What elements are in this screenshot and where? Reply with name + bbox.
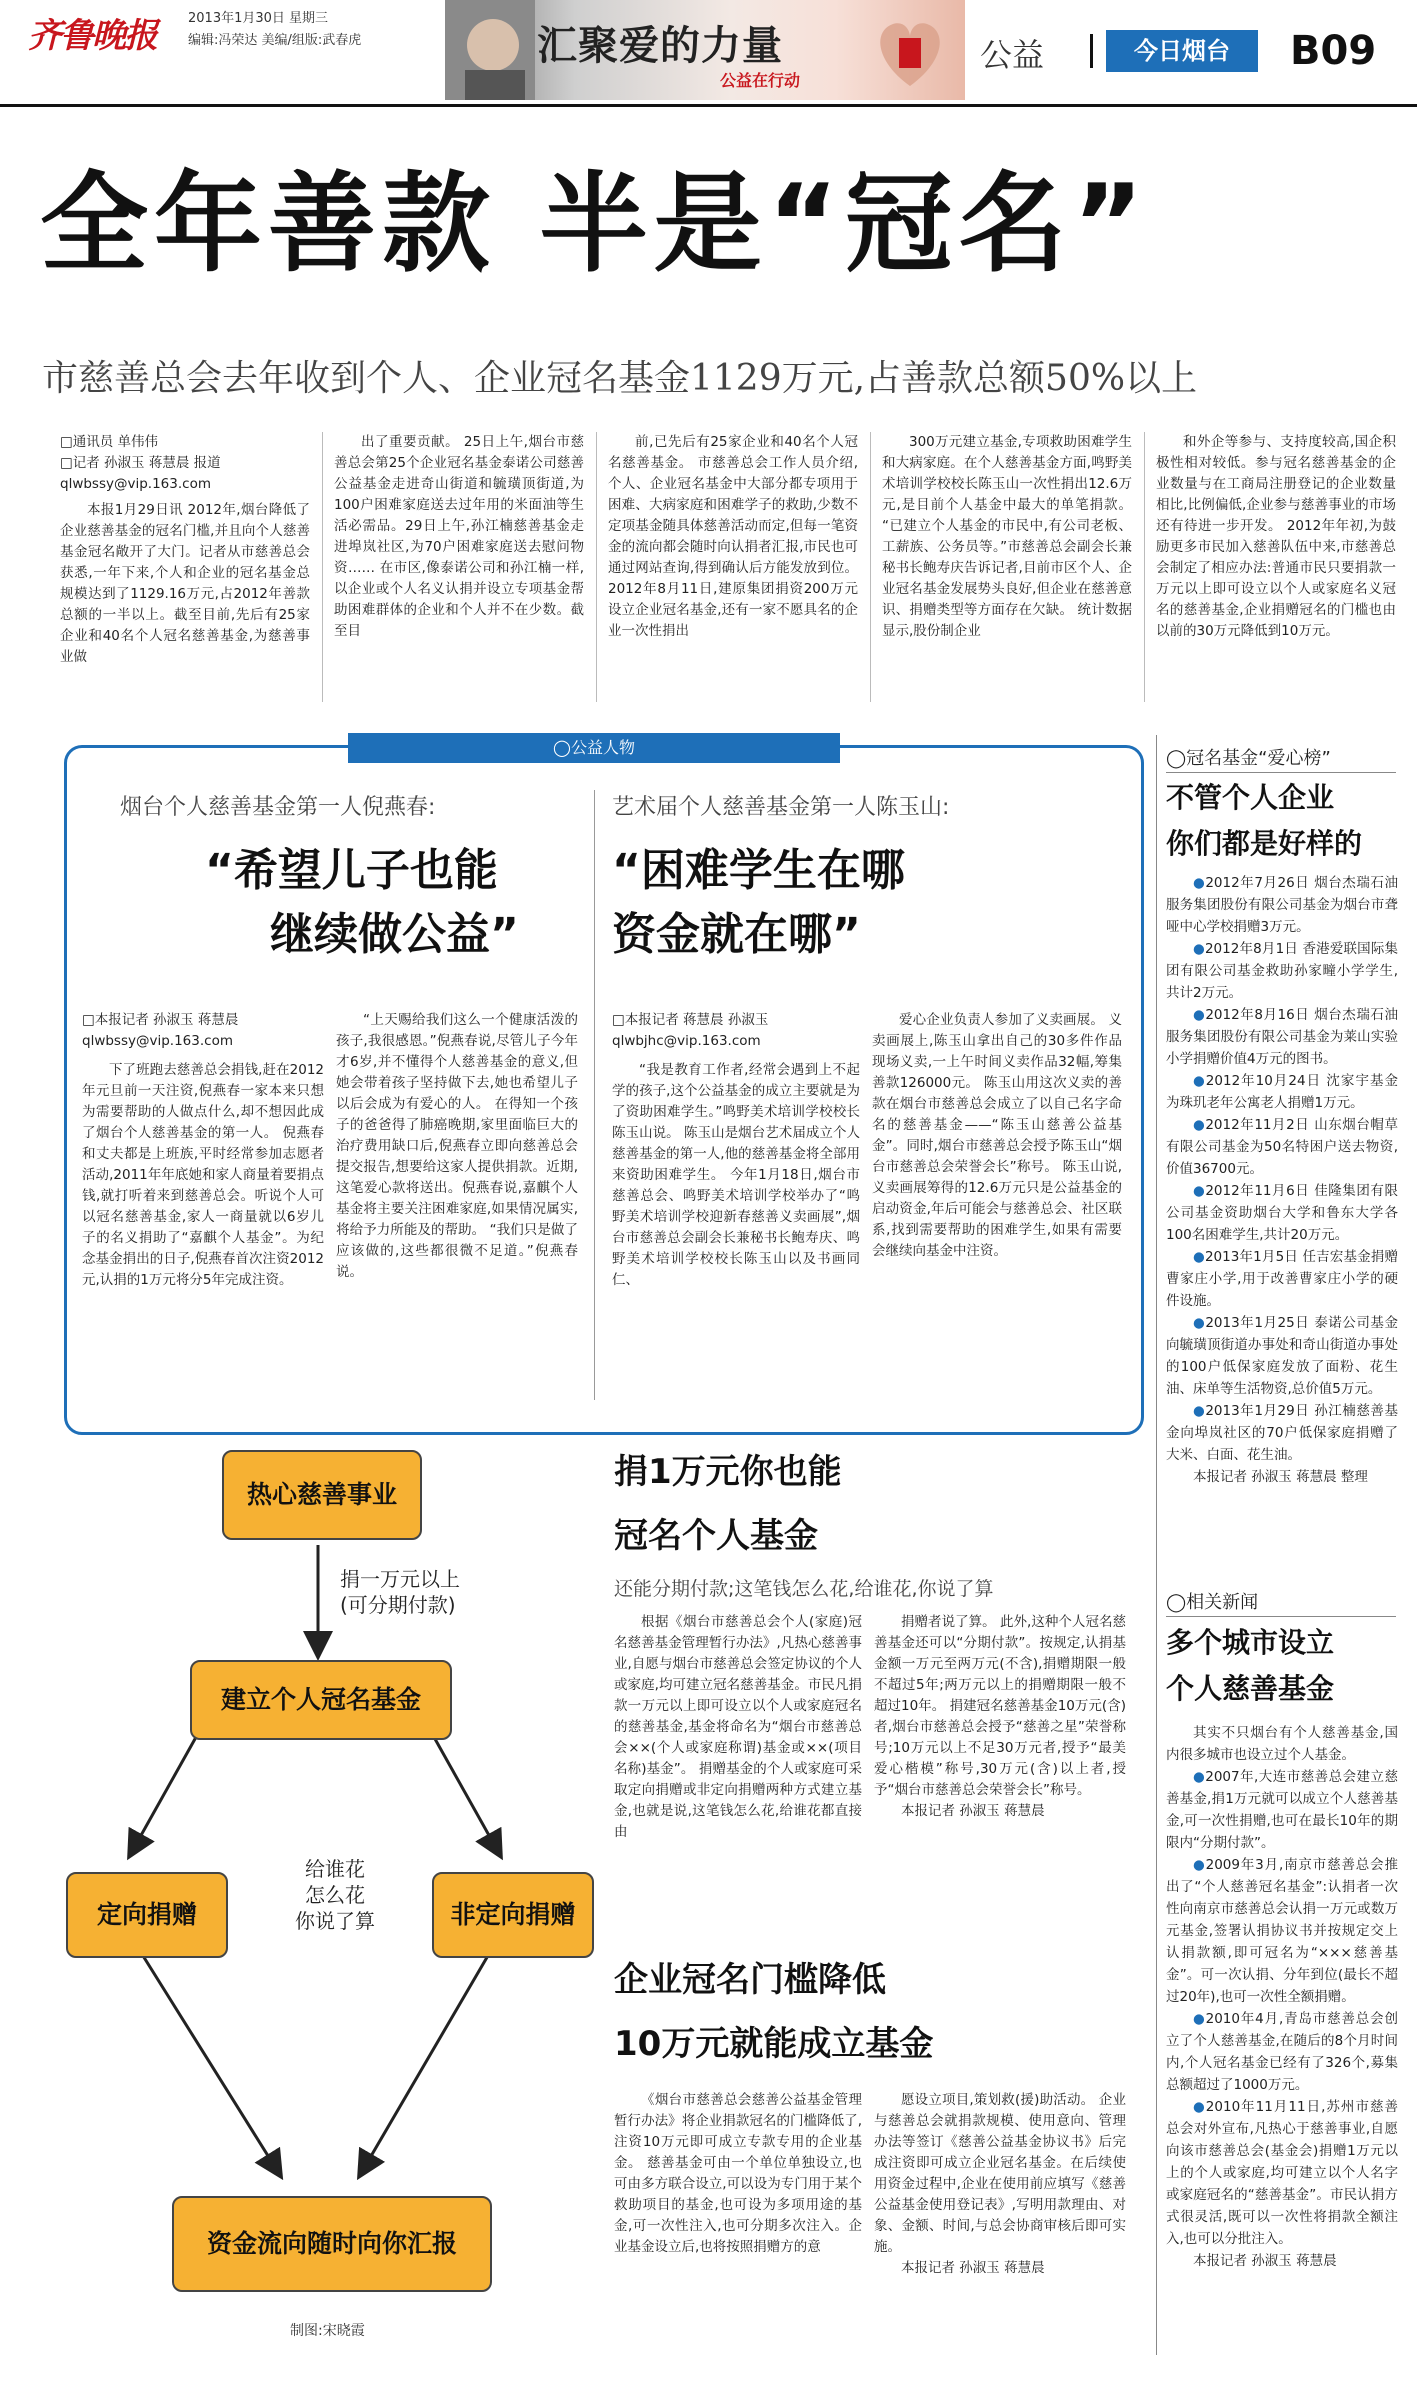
section-text: 愿设立项目,策划救(援)助活动。 企业与慈善总会就捐款规模、使用意向、管理办法等签订《慈善公益基金协议书》后完成注资即可成立企业冠名基金。在后续使用资金过程中,企业在使用前应填写《慈善公益基金使用登记表》,写明用款理由、对象、金额、时间,与总会协商审核后即可实施。 [874, 2092, 1126, 2255]
bullet-icon: ● [1193, 2011, 1206, 2027]
flow-credit: 制图:宋晓霞 [290, 2323, 365, 2339]
sidebar1-title-2: 你们都是好样的 [1166, 827, 1363, 860]
list-item [1166, 2008, 1398, 2096]
left-profile-col-1 [82, 1060, 324, 1291]
bullet-icon: ● [1193, 875, 1206, 891]
date-editors [188, 8, 361, 52]
flow-middle-note [290, 1856, 380, 1934]
article-col-2 [334, 432, 584, 642]
flow-step-2: 建立个人冠名基金 [190, 1660, 452, 1740]
bullet-icon: ● [1193, 1183, 1206, 1199]
byline-line: qlwbssy@vip.163.com [82, 1033, 233, 1049]
article-text: 前,已先后有25家企业和40名个人冠名慈善基金。 市慈善总会工作人员介绍,个人、企业冠名基金中大部分都专项用于困难、大病家庭和困难学子的救助,少数不定项基金随具体慈善活动而定,但每一笔资金的流向都会随时向认捐者汇报,市民也可通过网站查询,得到确认后方能发放到位。 2012年8月11日,建原集团捐资200万元设立企业冠名基金,还有一家不愿具名的企业一次性捐出 [608, 434, 858, 639]
section3-col-2 [874, 2090, 1126, 2279]
sidebar-rule [1156, 735, 1157, 2355]
flow-arrow-note-1: 捐一万元以上 [340, 1567, 460, 1591]
byline-line: qlwbjhc@vip.163.com [612, 1033, 761, 1049]
list-item [1166, 1400, 1398, 1466]
sidebar2-tag: ◯相关新闻 [1166, 1592, 1259, 1613]
sidebar1-title-1: 不管个人企业 [1166, 781, 1335, 814]
bullet-icon: ● [1193, 1315, 1206, 1331]
list-item [1166, 872, 1398, 938]
bullet-icon: ● [1193, 941, 1205, 957]
bullet-icon: ● [1193, 1007, 1206, 1023]
section3-byline: 本报记者 孙淑玉 蒋慧晨 [901, 2260, 1045, 2276]
profile-text: “上天赐给我们这么一个健康活泼的孩子,我很感恩。”倪燕春说,尽管儿子今年才6岁,并不懂得个人慈善基金的意义,但她会带着孩子坚持做下去,她也希望儿子以后会成为有爱心的人。 在得知一个孩子的爸爸得了肺癌晚期,家里面临巨大的治疗费用缺口后,倪燕春立即向慈善总会提交报告,想要给这家人提供捐款。近期,这笔爱心款将送出。倪燕春说,嘉麒个人基金将主要关注困难家庭,如果情况属实,将给予力所能及的帮助。 “我们只是做了应该做的,这些都很微不足道。”倪燕春说。 [336, 1012, 578, 1280]
right-profile-col-1 [612, 1060, 860, 1291]
bullet-icon: ● [1193, 1117, 1206, 1133]
sidebar-line [1166, 1616, 1396, 1617]
list-item [1166, 1070, 1398, 1114]
section3-title-2: 10万元就能成立基金 [614, 2024, 934, 2064]
article-text: 300万元建立基金,专项救助困难学生和大病家庭。在个人慈善基金方面,鸣野美术培训学校校长陈玉山一次性捐出12.6万元,是目前个人基金中最大的单笔捐款。 “已建立个人基金的市民中,有公司老板、工薪族、公务员等。”市慈善总会副会长兼秘书长鲍寿庆告诉记者,目前市区个人、企业冠名基金发展势头良好,但企业在慈善意识、捐赠类型等方面存在欠缺。 统计数据显示,股份制企业 [882, 434, 1132, 639]
date-line: 2013年1月30日 星期三 [188, 11, 329, 26]
list-item-text: 2010年4月,青岛市慈善总会创立了个人慈善基金,在随后的8个月时间内,个人冠名基金已经有了326个,募集总额超过了1000万元。 [1166, 2011, 1398, 2093]
sidebar2-title-1: 多个城市设立 [1166, 1626, 1335, 1659]
section-text: 《烟台市慈善总会慈善公益基金管理暂行办法》将企业捐款冠名的门槛降低了,注资10万元即可成立专款专用的企业基金。 慈善基金可由一个单位单独设立,也可由多方联合设立,可以设为专门用于某个救助项目的基金,也可设为多项用途的基金,可一次性注入,也可分期多次注入。企业基金设立后,也将按照捐赠方的意 [614, 2092, 862, 2255]
flow-branch-left: 定向捐赠 [66, 1872, 228, 1958]
profile-text: 爱心企业负责人参加了义卖画展。 义卖画展上,陈玉山拿出自己的30多件作品现场义卖,一上午时间义卖作品32幅,筹集善款126000元。 陈玉山用这次义卖的善款在烟台市慈善总会成立了以自己名字命名的慈善基金——“陈玉山慈善公益基金”。同时,烟台市慈善总会授予陈玉山“烟台市慈善总会荣誉会长”称号。 陈玉山说,义卖画展筹得的12.6万元只是公益基金的启动资金,年后可能会与慈善总会、社区联系,找到需要帮助的困难学生,如果有需要会继续向基金中注资。 [872, 1012, 1122, 1259]
byline-line: □本报记者 蒋慧晨 孙淑玉 [612, 1012, 769, 1028]
right-profile-byline [612, 1010, 852, 1052]
section3-col-1 [614, 2090, 862, 2258]
article-text: 出了重要贡献。 25日上午,烟台市慈善总会第25个企业冠名基金泰诺公司慈善公益基金走进奇山街道和毓璜顶街道,为100户困难家庭送去过年用的米面油等生活必需品。29日上午,孙江楠慈善基金走进埠岚社区,为70户困难家庭送去慰问物资…… 在市区,像泰诺公司和孙江楠一样,以企业或个人名义认捐并设立专项基金帮助困难群体的企业和个人并不在少数。截至目 [334, 434, 584, 639]
article-text: 本报1月29日讯 2012年,烟台降低了企业慈善基金的冠名门槛,并且向个人慈善基金冠名敞开了大门。记者从市慈善总会获悉,一年下来,个人和企业的冠名基金总规模达到了1129.16万元,占2012年善款总额的一半以上。截至目前,先后有25家企业和40名个人冠名慈善基金,为慈善事业做 [60, 502, 310, 665]
list-item [1166, 938, 1398, 1004]
list-item-text: 2012年7月26日 烟台杰瑞石油服务集团股份有限公司基金为烟台市聋哑中心学校捐赠3万元。 [1166, 875, 1398, 935]
flow-middle-note-line: 你说了算 [295, 1909, 375, 1933]
bullet-icon: ● [1193, 1073, 1206, 1089]
byline-line: □本报记者 孙淑玉 蒋慧晨 [82, 1012, 239, 1028]
left-profile-col-2 [336, 1010, 578, 1283]
flow-start: 热心慈善事业 [222, 1450, 422, 1540]
article-col-4 [882, 432, 1132, 642]
left-profile-quote-1: “希望儿子也能 [205, 845, 498, 896]
list-item-text: 2012年11月6日 佳隆集团有限公司基金资助烟台大学和鲁东大学各100名困难学生,共计20万元。 [1166, 1183, 1398, 1243]
right-profile-col-2 [872, 1010, 1122, 1262]
section2-col-2 [874, 1612, 1126, 1822]
list-item [1166, 1246, 1398, 1312]
section-text: 根据《烟台市慈善总会个人(家庭)冠名慈善基金管理暂行办法》,凡热心慈善事业,自愿与烟台市慈善总会签定协议的个人或家庭,均可建立冠名慈善基金。市民凡捐款一万元以上即可设立以个人或家庭冠名的慈善基金,基金将命名为“烟台市慈善总会××(个人或家庭称谓)基金或××(项目名称)基金”。 捐赠基金的个人或家庭可采取定向捐赠或非定向捐赠两种方式建立基金,也就是说,这笔钱怎么花,给谁花都直接由 [614, 1614, 862, 1840]
editors-line: 编辑:冯荣达 美编/组版:武春虎 [188, 33, 362, 48]
list-item-text: 2007年,大连市慈善总会建立慈善基金,捐1万元就可以成立个人慈善基金,可一次性捐赠,也可在最长10年的期限内“分期付款”。 [1166, 1769, 1398, 1851]
list-item [1166, 1312, 1398, 1400]
profiles-tab: ◯公益人物 [348, 733, 840, 763]
banner-title: 汇聚爱的力量 [537, 22, 783, 69]
article-col-3 [608, 432, 858, 642]
profile-text: 下了班跑去慈善总会捐钱,赶在2012年元旦前一天注资,倪燕春一家本来只想为需要帮助的人做点什么,却不想因此成了烟台个人慈善基金的第一人。 倪燕春和丈夫都是上班族,平时经常参加志愿者活动,2011年年底她和家人商量着要捐点钱,就打听着来到慈善总会。听说个人可以冠名慈善基金,家人一商量就以6岁儿子的名义捐助了“嘉麒个人基金”。为纪念基金捐出的日子,倪燕春首次注资2012元,认捐的1万元将分5年完成注资。 [82, 1062, 324, 1288]
flow-branch-right: 非定向捐赠 [432, 1872, 594, 1958]
byline-line: qlwbssy@vip.163.com [60, 476, 211, 492]
page-number: B09 [1290, 28, 1377, 74]
sidebar1-tag: ◯冠名基金“爱心榜” [1166, 748, 1331, 769]
sidebar1-list [1166, 872, 1398, 1488]
list-item-text: 2012年10月24日 沈家宇基金为珠玑老年公寓老人捐赠1万元。 [1166, 1073, 1398, 1111]
list-item-text: 2013年1月29日 孙江楠慈善基金向埠岚社区的70户低保家庭捐赠了大米、白面、花生油。 [1166, 1403, 1398, 1463]
list-item-text: 2012年8月1日 香港爱联国际集团有限公司基金救助孙家疃小学学生,共计2万元。 [1166, 941, 1398, 1001]
column-rule [1144, 432, 1145, 702]
main-headline: 全年善款 半是“冠名” [40, 162, 1150, 287]
list-item-text: 2012年11月2日 山东烟台帽草有限公司基金为50名特困户送去物资,价值36700元。 [1166, 1117, 1398, 1177]
section2-title-1: 捐1万元你也能 [614, 1452, 842, 1492]
flow-middle-note-line: 怎么花 [305, 1883, 365, 1907]
article-byline [60, 432, 310, 495]
list-item-text: 2010年11月11日,苏州市慈善总会对外宣布,凡热心于慈善事业,自愿向该市慈善总会(基金会)捐赠1万元以上的个人或家庭,均可建立以个人名字或家庭冠名的“慈善基金”。市民认捐方式很灵活,既可以一次性将捐款全额注入,也可以分批注入。 [1166, 2099, 1398, 2247]
list-item [1166, 1180, 1398, 1246]
left-profile-byline [82, 1010, 322, 1052]
list-item [1166, 1766, 1398, 1854]
banner-subtitle: 公益在行动 [720, 71, 801, 90]
profile-divider [594, 790, 595, 1400]
column-rule [322, 432, 323, 702]
left-profile-quote-2: 继续做公益” [270, 909, 519, 960]
list-item [1166, 1114, 1398, 1180]
bullet-icon: ● [1193, 2099, 1206, 2115]
article-text: 和外企等参与、支持度较高,国企积极性相对较低。参与冠名慈善基金的企业数量与在工商局注册登记的企业数量相比,比例偏低,企业参与慈善事业的市场还有待进一步开发。 2012年年初,为鼓励更多市民加入慈善队伍中来,市慈善总会制定了相应办法:普通市民只要捐款一万元以上即可设立以个人或家庭名义冠名的慈善基金,企业捐赠冠名的门槛也由以前的30万元降低到10万元。 [1156, 434, 1396, 639]
header-rule [0, 104, 1417, 107]
sidebar2-list [1166, 1722, 1398, 2272]
byline-line: □通讯员 单伟伟 [60, 434, 159, 450]
column-rule [870, 432, 871, 702]
sidebar2-intro: 其实不只烟台有个人慈善基金,国内很多城市也设立过个人基金。 [1166, 1725, 1398, 1763]
sidebar2-title-2: 个人慈善基金 [1166, 1672, 1335, 1705]
child-photo-icon [445, 0, 535, 100]
flow-end: 资金流向随时向你汇报 [172, 2196, 492, 2292]
right-profile-kicker: 艺术届个人慈善基金第一人陈玉山: [612, 795, 950, 820]
right-profile-quote-2: 资金就在哪” [612, 909, 861, 960]
section2-byline: 本报记者 孙淑玉 蒋慧晨 [901, 1803, 1045, 1819]
section-text: 捐赠者说了算。 此外,这种个人冠名慈善基金还可以“分期付款”。按规定,认捐基金额一万元至两万元(不含),捐赠期限一般不超过5年;两万元以上的捐赠期限一般不超过10年。 捐建冠名慈善基金10万元(含)者,烟台市慈善总会授予“慈善之星”荣誉称号;10万元以上不足30万元者,授予“最美爱心楷模”称号,30万元(含)以上者,授予“烟台市慈善总会荣誉会长”称号。 [874, 1614, 1126, 1798]
article-col-1 [60, 500, 310, 668]
list-item [1166, 1004, 1398, 1070]
heart-hands-icon [865, 6, 955, 96]
list-item-text: 2009年3月,南京市慈善总会推出了“个人慈善冠名基金”:认捐者一次性向南京市慈善总会认捐一万元或数万元基金,签署认捐协议书并按规定交上认捐款额,即可冠名为“×××慈善基金”。可一次认捐、分年到位(最长不超过20年),也可一次性全额捐赠。 [1166, 1857, 1398, 2005]
left-profile-kicker: 烟台个人慈善基金第一人倪燕春: [120, 795, 436, 820]
flow-arrow-note-2: (可分期付款) [340, 1593, 456, 1617]
list-item [1166, 2096, 1398, 2250]
list-item-text: 2013年1月25日 泰诺公司基金向毓璜顶街道办事处和奇山街道办事处的100户低保家庭发放了面粉、花生油、床单等生活物资,总价值5万元。 [1166, 1315, 1398, 1397]
section2-deck: 还能分期付款;这笔钱怎么花,给谁花,你说了算 [614, 1578, 994, 1600]
section2-title-2: 冠名个人基金 [614, 1516, 818, 1556]
flow-middle-note-line: 给谁花 [305, 1857, 365, 1881]
bullet-icon: ● [1193, 1249, 1205, 1265]
bullet-icon: ● [1193, 1403, 1206, 1419]
sidebar1-byline: 本报记者 孙淑玉 蒋慧晨 整理 [1193, 1469, 1368, 1485]
bullet-icon: ● [1193, 1857, 1206, 1873]
profile-text: “我是教育工作者,经常会遇到上不起学的孩子,这个公益基金的成立主要就是为了资助困难学生。”鸣野美术培训学校校长陈玉山说。 陈玉山是烟台艺术届成立个人慈善基金的第一人,他的慈善基金将全部用来资助困难学生。 今年1月18日,烟台市慈善总会、鸣野美术培训学校举办了“鸣野美术培训学校迎新春慈善义卖画展”,烟台市慈善总会副会长兼秘书长鲍寿庆、鸣野美术培训学校校长陈玉山以及书画同仁、 [612, 1062, 860, 1288]
list-item [1166, 1854, 1398, 2008]
bullet-icon: ● [1193, 1769, 1206, 1785]
list-item-text: 2013年1月5日 任吉宏基金捐赠曹家庄小学,用于改善曹家庄小学的硬件设施。 [1166, 1249, 1398, 1309]
section2-col-1 [614, 1612, 862, 1843]
sidebar2-byline: 本报记者 孙淑玉 蒋慧晨 [1193, 2253, 1337, 2269]
section3-title-1: 企业冠名门槛降低 [614, 1960, 886, 2000]
section-divider [1090, 34, 1093, 68]
article-col-5 [1156, 432, 1396, 642]
byline-line: □记者 孙淑玉 蒋慧晨 报道 [60, 455, 221, 471]
masthead-logo: 齐鲁晚报 [28, 16, 156, 56]
right-profile-quote-1: “困难学生在哪 [612, 845, 905, 896]
sidebar-line [1166, 772, 1396, 773]
campaign-banner [445, 0, 965, 100]
list-item-text: 2012年8月16日 烟台杰瑞石油服务集团股份有限公司基金为莱山实验小学捐赠价值4万元的图书。 [1166, 1007, 1398, 1067]
sub-headline: 市慈善总会去年收到个人、企业冠名基金1129万元,占善款总额50%以上 [42, 358, 1198, 399]
edition-badge: 今日烟台 [1106, 30, 1258, 72]
column-rule [596, 432, 597, 702]
section-name: 公益 [980, 36, 1045, 74]
